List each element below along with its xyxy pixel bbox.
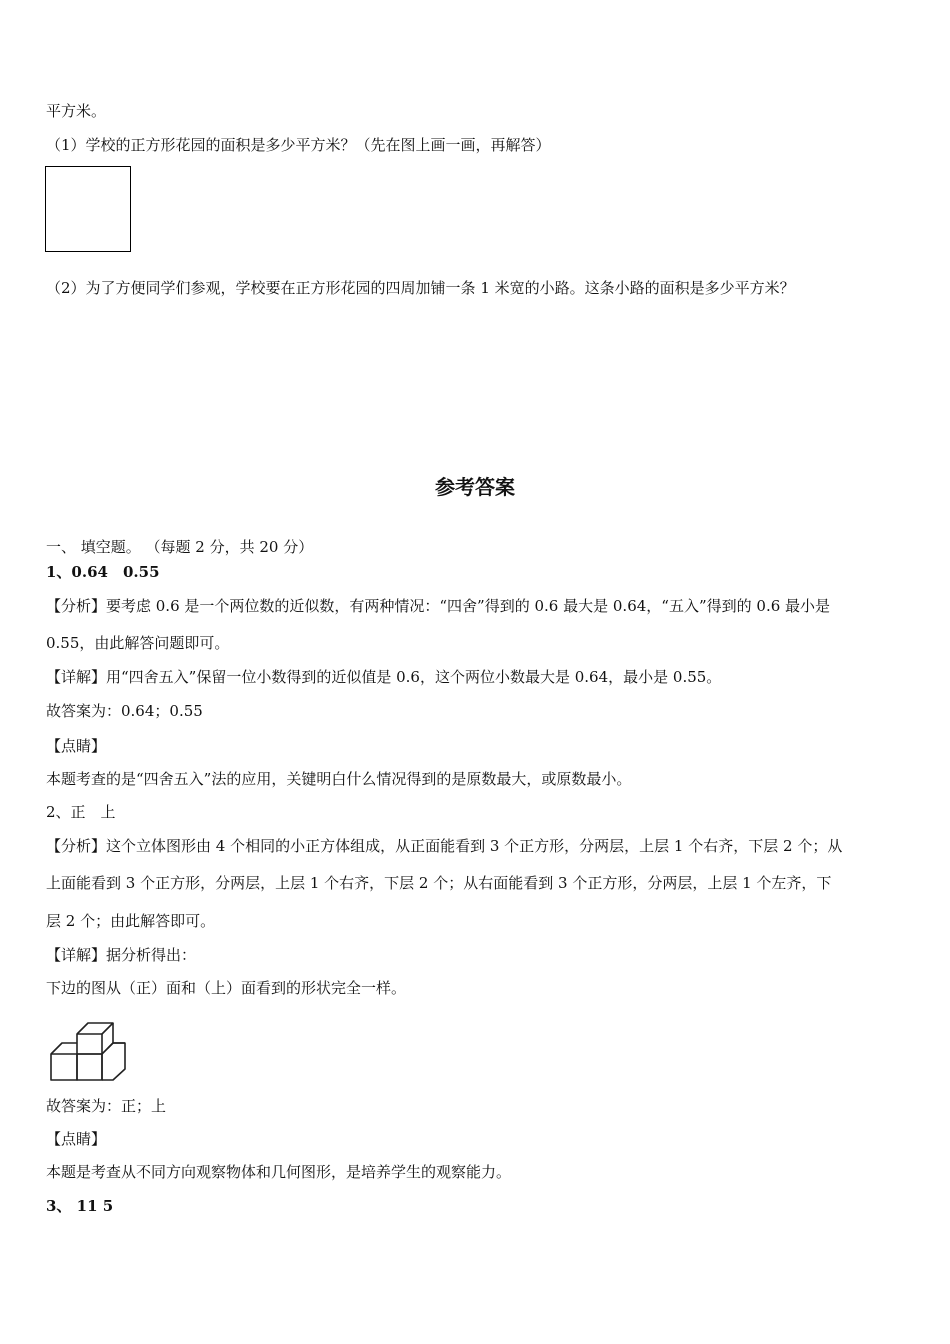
item1-comment: 本题考查的是“四舍五入”法的应用，关键明白什么情况得到的是原数最大，或原数最小。 [46,770,632,788]
item1-answer: 1、0.64 0.55 [46,563,160,581]
item1-final: 故答案为：0.64；0.55 [46,702,203,720]
item2-answer: 2、正 上 [46,803,116,821]
item2-final: 故答案为：正；上 [46,1097,167,1115]
cube-bottom-left-top [51,1043,77,1054]
item2-analysis-line3: 层 2 个；由此解答即可。 [46,912,216,930]
cube-bottom-right-side [102,1043,125,1080]
section-heading: 一、 填空题。 （每题 2 分，共 20 分） [46,538,314,556]
square-garden-figure [45,166,131,252]
stacked-cubes-figure [46,1016,132,1086]
cube-top-roof [77,1023,113,1034]
cube-top-front [77,1034,102,1054]
item2-comment-label: 【点睛】 [46,1130,107,1148]
item1-analysis-line2: 0.55，由此解答问题即可。 [46,634,230,652]
item2-analysis-line1: 【分析】这个立体图形由 4 个相同的小正方体组成，从正面能看到 3 个正方形，分两层，上层 1 个右齐，下层 2 个；从 [46,837,843,855]
item2-comment: 本题是考查从不同方向观察物体和几何图形，是培养学生的观察能力。 [46,1163,512,1181]
item3-answer: 3、 11 5 [46,1197,114,1215]
question-2: （2）为了方便同学们参观，学校要在正方形花园的四周加铺一条 1 米宽的小路。这条小路的面积是多少平方米？ [46,279,795,297]
item2-analysis-line2: 上面能看到 3 个正方形，分两层，上层 1 个右齐，下层 2 个；从右面能看到 3 个正方形，分两层，上层 1 个左齐，下 [46,874,832,892]
item1-detail: 【详解】用“四舍五入”保留一位小数得到的近似值是 0.6，这个两位小数最大是 0.64，最小是 0.55。 [46,668,722,686]
cube-bottom-left [51,1054,77,1080]
answers-title: 参考答案 [435,475,515,499]
item2-detail: 【详解】据分析得出： [46,946,197,964]
cube-bottom-right [77,1054,102,1080]
item1-analysis-line1: 【分析】要考虑 0.6 是一个两位数的近似数，有两种情况：“四舍”得到的 0.6 最大是 0.64，“五入”得到的 0.6 最小是 [46,597,831,615]
item2-detail-2: 下边的图从（正）面和（上）面看到的形状完全一样。 [46,979,407,997]
item1-comment-label: 【点睛】 [46,737,107,755]
question-1: （1）学校的正方形花园的面积是多少平方米？（先在图上画一画，再解答） [46,136,551,154]
continuation-text: 平方米。 [46,102,107,120]
